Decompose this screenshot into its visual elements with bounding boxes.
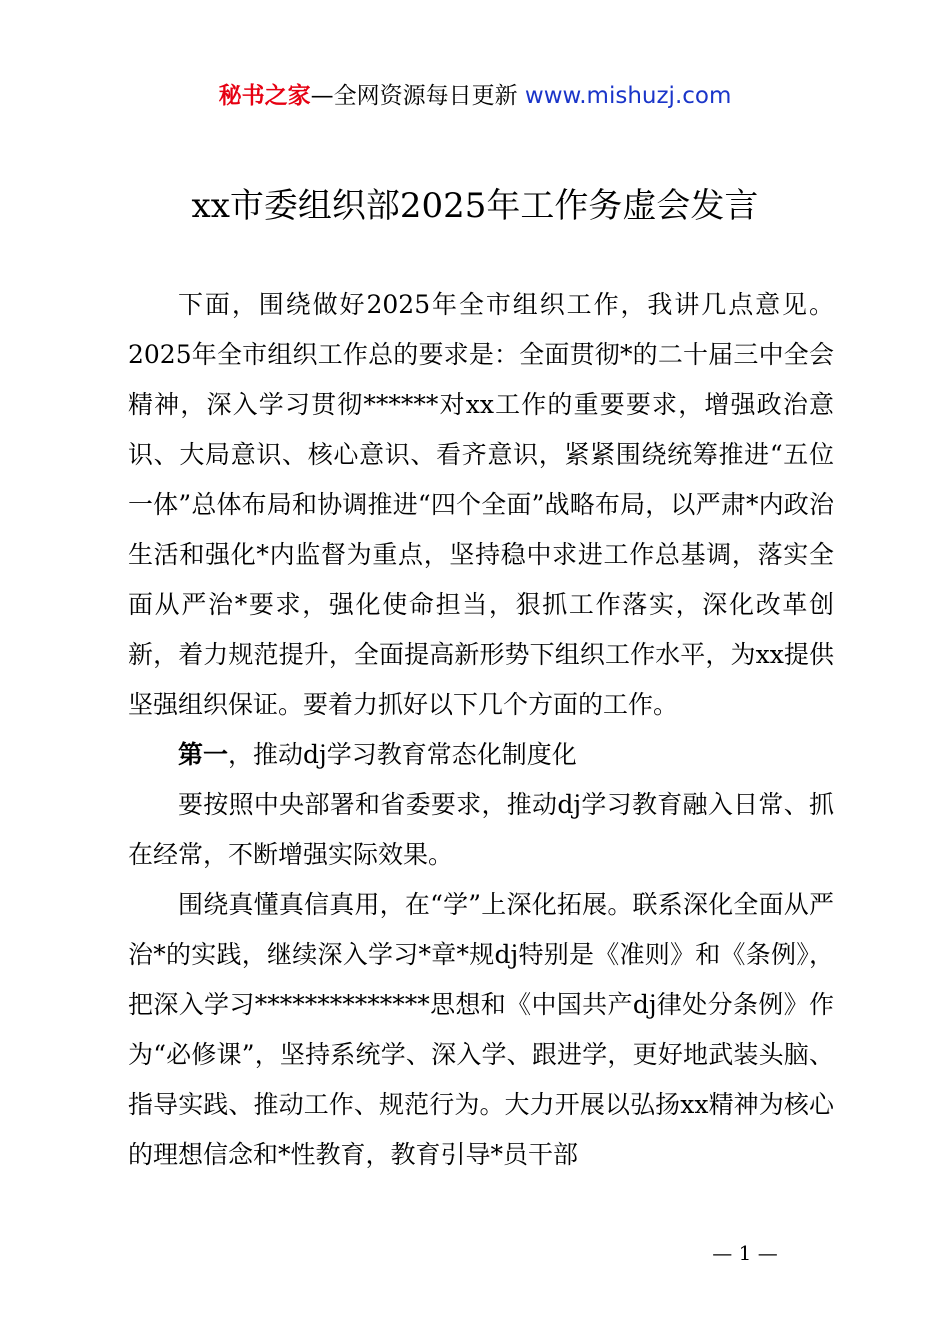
page-number: — 1 —: [712, 1241, 778, 1265]
body-paragraph: 围绕真懂真信真用，在“学”上深化拓展。联系深化全面从严治*的实践，继续深入学习*章*规dj特别是《准则》和《条例》，把深入学习**************思想和《中国共产dj律处分条例》作为“必修课”，坚持系统学、深入学、跟进学，更好地武装头脑、指导实践、推动工作、规范行为。大力开展以弘扬xx精神为核心的理想信念和*性教育，教育引导*员干部: [128, 890, 834, 1169]
body-paragraph: 要按照中央部署和省委要求，推动dj学习教育融入日常、抓在经常，不断增强实际效果。: [128, 790, 834, 869]
section-heading-text: ，推动dj学习教育常态化制度化: [228, 740, 577, 769]
brand-name: 秘书之家: [218, 83, 311, 109]
intro-paragraph: 下面，围绕做好2025年全市组织工作，我讲几点意见。2025年全市组织工作总的要求是：全面贯彻*的二十届三中全会精神，深入学习贯彻******对xx工作的重要要求，增强政治意识、大局意识、核心意识、看齐意识，紧紧围绕统筹推进“五位一体”总体布局和协调推进“四个全面”战略布局，以严肃*内政治生活和强化*内监督为重点，坚持稳中求进工作总基调，落实全面从严治*要求，强化使命担当，狠抓工作落实，深化改革创新，着力规范提升，全面提高新形势下组织工作水平，为xx提供坚强组织保证。要着力抓好以下几个方面的工作。: [128, 290, 834, 719]
site-header: [0, 80, 950, 112]
section-heading-ordinal: 第一: [178, 740, 229, 769]
header-slogan: —全网资源每日更新: [310, 83, 518, 109]
document-body: [128, 280, 834, 1180]
section-heading: [128, 730, 834, 780]
site-url-link[interactable]: www.mishuzj.com: [524, 83, 732, 109]
document-title: xx市委组织部2025年工作务虚会发言: [191, 186, 759, 226]
